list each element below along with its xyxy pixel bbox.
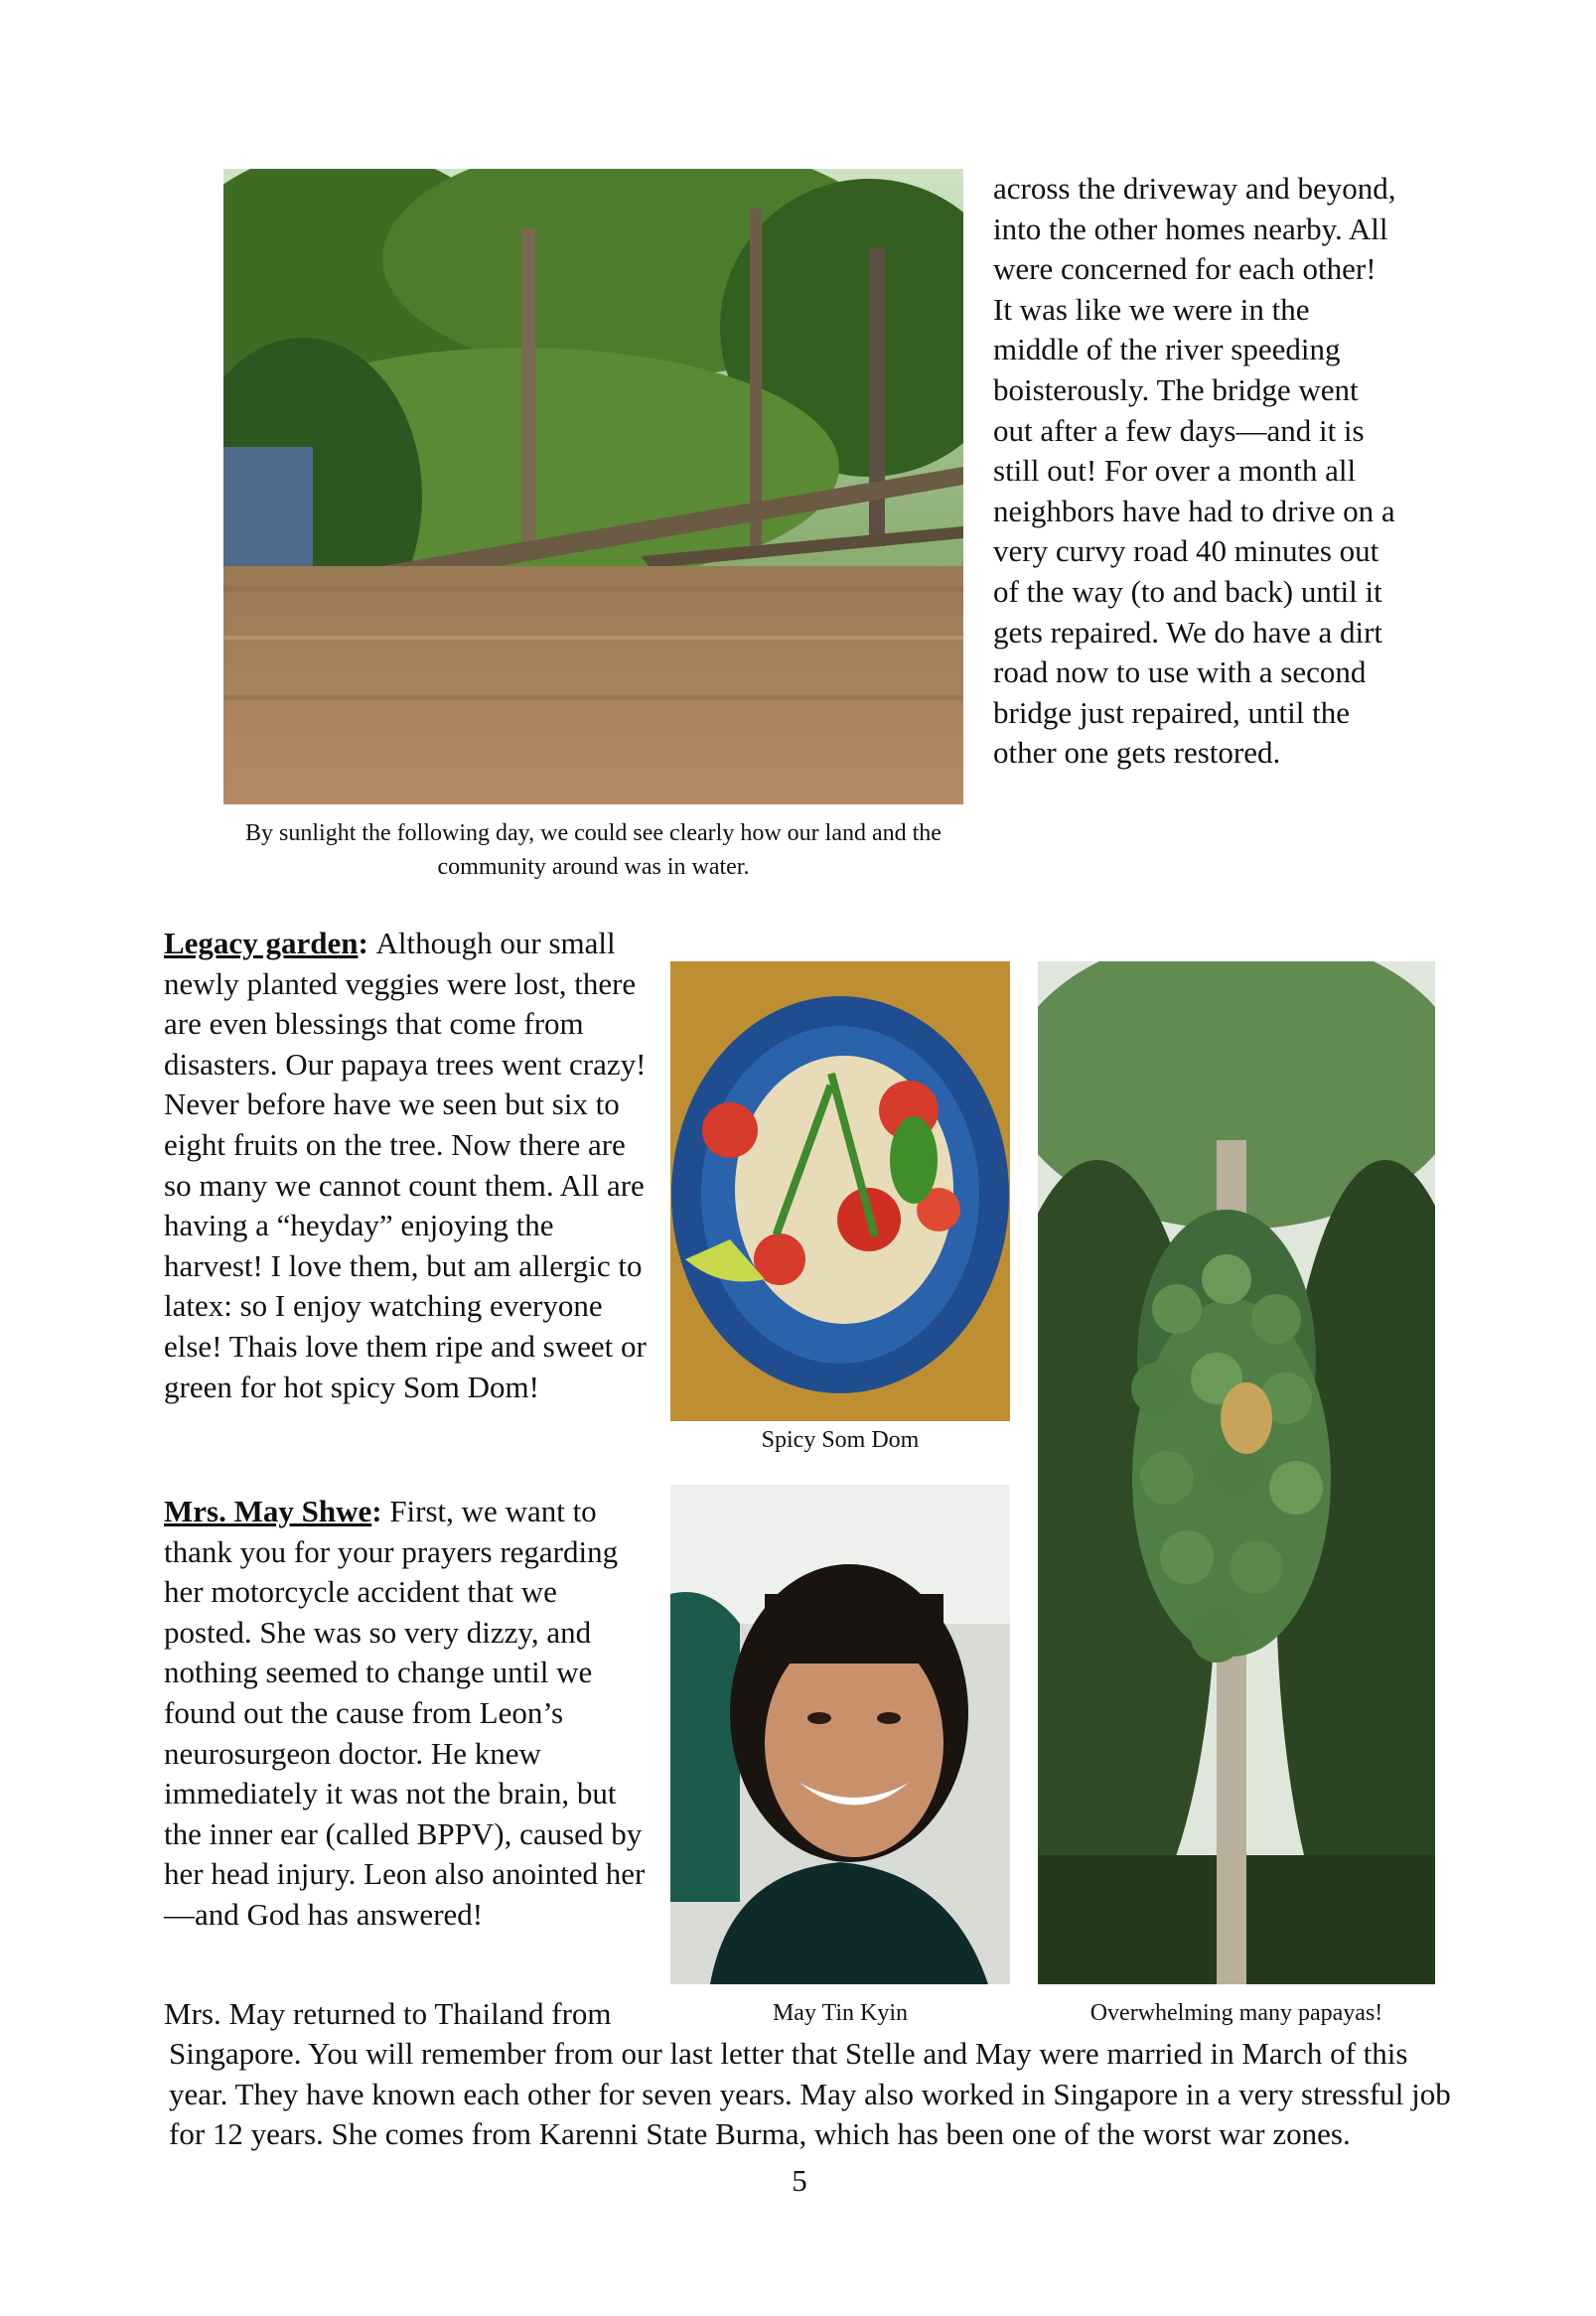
legacy-body: Although our small newly planted veggies were lost, there are even blessings that come from disasters. Our papaya trees went crazy! Never before have we seen but six to eight fruits on the tree. Now there are so many we cannot count them. All are having a “heyday” enjoying the harvest! I love them, but am allergic to latex: so I enjoy watching everyone else! Thais love them ripe and sweet or green for hot spicy Som Dom! bbox=[164, 926, 647, 1404]
somdom-photo bbox=[670, 961, 1010, 1421]
legacy-heading: Legacy garden bbox=[164, 926, 359, 960]
may-heading: Mrs. May Shwe bbox=[164, 1494, 372, 1528]
may-continued-first: Mrs. May returned to Thailand from bbox=[164, 1996, 612, 2031]
may-paragraph bbox=[164, 1492, 646, 1936]
papaya-caption: Overwhelming many papayas! bbox=[1089, 2000, 1383, 2026]
portrait-photo bbox=[670, 1485, 1010, 1984]
page-number: 5 bbox=[792, 2163, 807, 2198]
flood-caption: By sunlight the following day, we could see clearly how our land and the community around was in water. bbox=[245, 820, 942, 880]
legacy-paragraph bbox=[164, 924, 651, 1407]
legacy-heading-colon: : bbox=[358, 926, 376, 960]
somdom-caption: Spicy Som Dom bbox=[761, 1427, 920, 1453]
portrait-caption: May Tin Kyin bbox=[772, 2000, 909, 2026]
flood-photo bbox=[223, 169, 963, 804]
column-text: across the driveway and beyond, into the other homes nearby. All were concerned for each other! It was like we were in the middle of the river speeding boisterously. The bridge went out after a few days—and it is still out! For over a month all neighbors have had to drive on a very curvy road 40 minutes out of the way (to and back) until it gets repaired. We do have a dirt road now to use with a second bridge just repaired, until the other one gets restored. bbox=[993, 171, 1396, 771]
may-body: First, we want to thank you for your prayers regarding her motorcycle accident that we posted. She was so very dizzy, and nothing seemed to change until we found out the cause from Leon’s neurosurgeon doctor. He knew immediately it was not the brain, but the inner ear (called BPPV), caused by her head injury. Leon also anointed her—and God has answered! bbox=[164, 1494, 646, 1932]
may-heading-colon: : bbox=[371, 1494, 390, 1528]
papaya-photo bbox=[1038, 961, 1435, 1984]
may-continued-rest: Singapore. You will remember from our last letter that Stelle and May were married in March of this year. They have known each other for seven years. May also worked in Singapore in a very stressful job for 12 years. She comes from Karenni State Burma, which has been one of the worst war zones. bbox=[169, 2036, 1451, 2152]
